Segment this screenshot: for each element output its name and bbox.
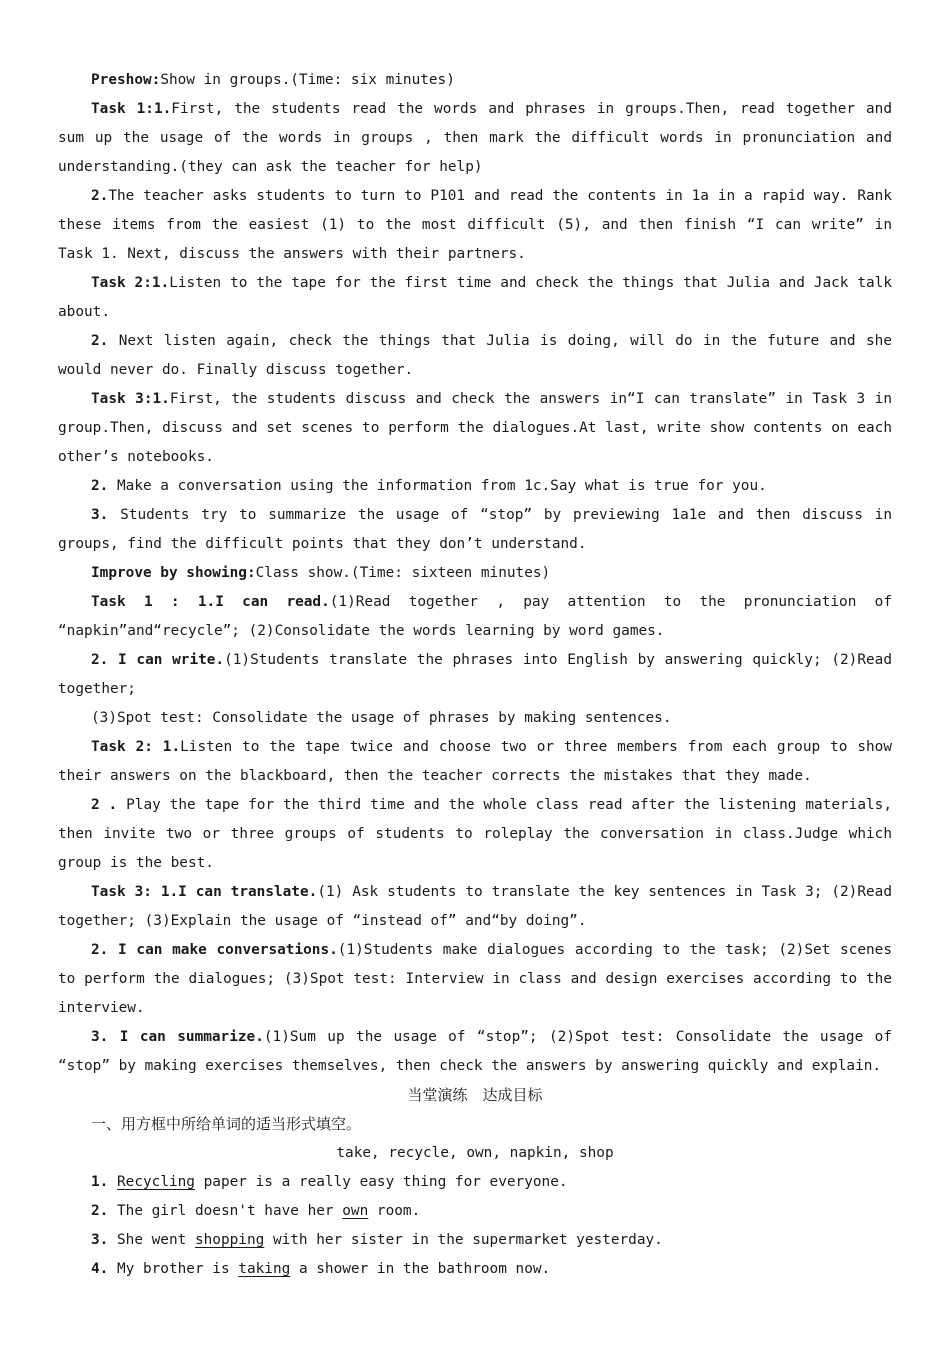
practice-item-pre: My brother is — [108, 1261, 239, 1277]
task2-label: Task 2: — [91, 275, 152, 291]
practice-item-num: 3. — [91, 1232, 109, 1248]
itask3-item2-text: (1)Students make dialogues according to the task; (2)Set scenes to perform the dialogues; (3)Spot test: Interview in class and design exercises according to the interview. — [58, 942, 893, 1016]
improve-paragraph — [58, 559, 892, 588]
practice-answer: Recycling — [117, 1174, 195, 1190]
practice-item-num: 4. — [91, 1261, 109, 1277]
task1-item2 — [58, 182, 892, 269]
document-page — [58, 66, 892, 1284]
task3-label: Task 3: — [91, 391, 153, 407]
itask1-item2-label: 2. I can write. — [91, 652, 225, 668]
itask2-text: Listen to the tape twice and choose two or three members from each group to show their answers on the blackboard, then the teacher corrects the mistakes that they made. — [58, 739, 892, 784]
task3-item1-text: First, the students discuss and check the answers in“I can translate” in Task 3 in group.Then, discuss and set scenes to perform the dialogues.At last, write show contents on each other’s notebooks. — [58, 391, 892, 465]
itask1-label: Task 1 : 1.I can read. — [91, 594, 330, 610]
task1-item1-num: 1. — [153, 101, 172, 117]
itask1-item2 — [58, 646, 892, 704]
task2-item1-num: 1. — [151, 275, 170, 291]
practice-item-post: paper is a really easy thing for everyone. — [194, 1174, 568, 1190]
itask2-item2 — [58, 791, 892, 878]
itask3-item1 — [58, 878, 892, 936]
task3-item3 — [58, 501, 892, 559]
practice-item-post: room. — [368, 1203, 421, 1219]
itask3-text: (1) Ask students to translate the key sentences in Task 3; (2)Read together; (3)Explain the usage of “instead of” and“by doing”. — [58, 884, 892, 929]
practice-instruction: 一、用方框中所给单词的适当形式填空。 — [91, 1115, 362, 1133]
itask2-item1 — [58, 733, 892, 791]
itask1-text: (1)Read together , pay attention to the pronunciation of “napkin”and“recycle”; (2)Consolidate the words learning by word games. — [58, 594, 892, 639]
task1-item1 — [58, 95, 892, 182]
task2-item1 — [58, 269, 892, 327]
word-bank: take, recycle, own, napkin, shop — [336, 1145, 614, 1161]
itask3-item2-label: 2. I can make conversations. — [91, 942, 338, 958]
practice-item-post: with her sister in the supermarket yesterday. — [264, 1232, 663, 1248]
practice-answer: shopping — [194, 1232, 265, 1248]
practice-item-4 — [58, 1255, 892, 1284]
practice-answer: own — [342, 1203, 369, 1219]
practice-item-num: 1. — [91, 1174, 109, 1190]
task3-item1 — [58, 385, 892, 472]
practice-heading: 当堂演练 达成目标 — [407, 1086, 543, 1104]
practice-item-pre: She went — [108, 1232, 195, 1248]
task1-item1-text: First, the students read the words and phrases in groups.Then, read together and sum up the usage of the words in groups , then mark the difficult words in pronunciation and understanding.(they can ask the teacher for help) — [58, 101, 892, 175]
task2-item2-num: 2. — [91, 333, 109, 349]
itask3-item3-label: 3. I can summarize. — [91, 1029, 264, 1045]
task2-item2-text: Next listen again, check the things that Julia is doing, will do in the future and she would never do. Finally discuss together. — [58, 333, 892, 378]
task3-item2-text: Make a conversation using the information from 1c.Say what is true for you. — [108, 478, 767, 494]
task3-item2-num: 2. — [91, 478, 109, 494]
preshow-text: Show in groups.(Time: six minutes) — [160, 72, 455, 88]
improve-label: Improve by showing: — [91, 565, 256, 581]
task3-item3-num: 3. — [91, 507, 109, 523]
itask2-item2-num: 2 . — [91, 797, 118, 813]
practice-item-2 — [58, 1197, 892, 1226]
practice-item-num: 2. — [91, 1203, 109, 1219]
itask3-item2 — [58, 936, 892, 1023]
task1-item2-text: The teacher asks students to turn to P101 and read the contents in 1a in a rapid way. Rank these items from the easiest (1) to the most difficult (5), and then finish “I can write” in Task 1. Next, discuss the answers with their partners. — [58, 188, 892, 262]
practice-item-post: a shower in the bathroom now. — [290, 1261, 551, 1277]
practice-item-pre — [108, 1174, 117, 1190]
itask1-item2-extra-text: (3)Spot test: Consolidate the usage of phrases by making sentences. — [91, 710, 672, 726]
practice-answer: taking — [238, 1261, 291, 1277]
preshow-paragraph — [58, 66, 892, 95]
task3-item3-text: Students try to summarize the usage of “stop” by previewing 1a1e and then discuss in groups, find the difficult points that they don’t understand. — [58, 507, 892, 552]
task3-item1-num: 1. — [152, 391, 170, 407]
practice-item-pre: The girl doesn't have her — [108, 1203, 343, 1219]
itask1-item1 — [58, 588, 892, 646]
task3-item2 — [58, 472, 892, 501]
practice-item-3 — [58, 1226, 892, 1255]
itask3-item3-text: (1)Sum up the usage of “stop”; (2)Spot test: Consolidate the usage of “stop” by making exercises themselves, then check the answers by answering quickly and explain. — [58, 1029, 892, 1074]
itask2-label: Task 2: 1. — [91, 739, 181, 755]
task2-item2 — [58, 327, 892, 385]
task2-item1-text: Listen to the tape for the first time and check the things that Julia and Jack talk about. — [58, 275, 892, 320]
itask3-item3 — [58, 1023, 892, 1081]
itask2-item2-text: Play the tape for the third time and the whole class read after the listening materials, then invite two or three groups of students to roleplay the conversation in class.Judge which group is the best. — [58, 797, 892, 871]
itask3-label: Task 3: 1.I can translate. — [91, 884, 318, 900]
improve-text: Class show.(Time: sixteen minutes) — [255, 565, 551, 581]
task1-label: Task 1: — [91, 101, 154, 117]
practice-item-1 — [58, 1168, 892, 1197]
itask1-item2-text: (1)Students translate the phrases into English by answering quickly; (2)Read together; — [58, 652, 892, 697]
task1-item2-num: 2. — [91, 188, 109, 204]
itask1-item2-extra — [58, 704, 892, 733]
preshow-label: Preshow: — [91, 72, 161, 88]
